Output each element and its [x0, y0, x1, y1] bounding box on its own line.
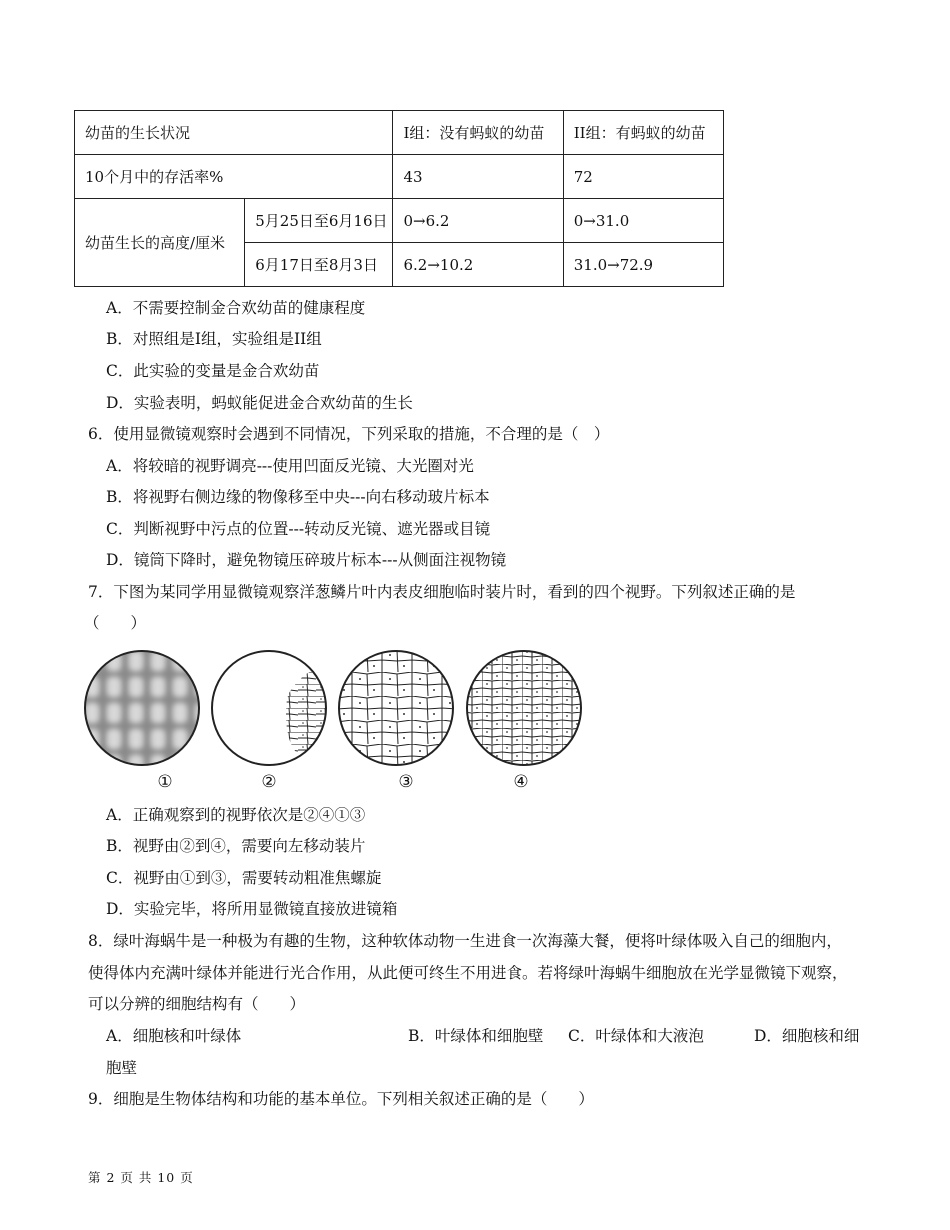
table-row	[75, 199, 724, 243]
view-4-many-cells	[465, 648, 585, 768]
microscope-views-drawing	[82, 648, 602, 773]
table-cell: 10个月中的存活率%	[75, 155, 393, 199]
q7-option-b: B．视野由②到④，需要向左移动装片	[106, 837, 366, 855]
ant-seedling-table	[74, 110, 724, 287]
page-footer: 第 2 页 共 10 页	[88, 1170, 194, 1185]
q8-option-c: C．叶绿体和大液泡	[568, 1027, 704, 1045]
table-cell: 0→31.0	[563, 199, 723, 243]
q7-option-c: C．视野由①到③，需要转动粗准焦螺旋	[106, 869, 382, 887]
table-row	[75, 155, 724, 199]
table-cell: 6月17日至8月3日	[245, 243, 393, 287]
q5-option-d: D．实验表明，蚂蚁能促进金合欢幼苗的生长	[106, 394, 413, 412]
view-3-large-cells	[337, 648, 457, 768]
table-cell: 幼苗生长的高度/厘米	[75, 199, 245, 287]
view-2-edge-cells	[212, 651, 332, 765]
q7-stem: 7．下图为某同学用显微镜观察洋葱鳞片叶内表皮细胞临时装片时，看到的四个视野。下列叙述正确的是	[88, 583, 796, 601]
microscope-views-figure	[82, 648, 602, 798]
q8-stem-line-2: 使得体内充满叶绿体并能进行光合作用，从此便可终生不用进食。若将绿叶海蜗牛细胞放在光学显微镜下观察，	[88, 964, 848, 982]
table-cell: 6.2→10.2	[393, 243, 563, 287]
q8-option-d: D．细胞核和细	[754, 1027, 860, 1045]
q7-stem-blank: （ ）	[84, 614, 147, 632]
q8-option-d-continued: 胞壁	[106, 1059, 138, 1077]
table-cell: 幼苗的生长状况	[75, 111, 393, 155]
table-row	[75, 111, 724, 155]
table-cell: 0→6.2	[393, 199, 563, 243]
table-cell: 5月25日至6月16日	[245, 199, 393, 243]
q8-option-a: A．细胞核和叶绿体	[106, 1027, 242, 1045]
view-1-blurry	[82, 648, 202, 768]
table-cell: 43	[393, 155, 563, 199]
q8-stem-line-1: 8．绿叶海蜗牛是一种极为有趣的生物，这种软体动物一生进食一次海藻大餐，便将叶绿体吸入自己的细胞内，	[88, 932, 842, 950]
table-cell: I组：没有蚂蚁的幼苗	[393, 111, 563, 155]
q5-option-b: B．对照组是I组，实验组是II组	[106, 330, 322, 348]
q8-option-b: B．叶绿体和细胞壁	[408, 1027, 544, 1045]
q6-option-c: C．判断视野中污点的位置---转动反光镜、遮光器或目镜	[106, 520, 491, 538]
table-cell: 72	[563, 155, 723, 199]
figure-label-1: ①	[157, 772, 173, 792]
q7-option-d: D．实验完毕，将所用显微镜直接放进镜箱	[106, 900, 398, 918]
q9-stem: 9．细胞是生物体结构和功能的基本单位。下列相关叙述正确的是（ ）	[88, 1090, 594, 1108]
q6-option-a: A．将较暗的视野调亮---使用凹面反光镜、大光圈对光	[106, 457, 474, 475]
table-cell: 31.0→72.9	[563, 243, 723, 287]
q5-option-c: C．此实验的变量是金合欢幼苗	[106, 362, 320, 380]
figure-label-3: ③	[398, 772, 414, 792]
q6-stem: 6．使用显微镜观察时会遇到不同情况，下列采取的措施，不合理的是（ ）	[88, 425, 610, 443]
q7-option-a: A．正确观察到的视野依次是②④①③	[106, 806, 366, 824]
q5-option-a: A．不需要控制金合欢幼苗的健康程度	[106, 299, 366, 317]
q8-stem-line-3: 可以分辨的细胞结构有（ ）	[88, 995, 306, 1013]
figure-label-4: ④	[513, 772, 529, 792]
figure-label-2: ②	[261, 772, 277, 792]
q6-option-d: D．镜筒下降时，避免物镜压碎玻片标本---从侧面注视物镜	[106, 551, 507, 569]
table-cell: II组：有蚂蚁的幼苗	[563, 111, 723, 155]
q6-option-b: B．将视野右侧边缘的物像移至中央---向右移动玻片标本	[106, 488, 490, 506]
